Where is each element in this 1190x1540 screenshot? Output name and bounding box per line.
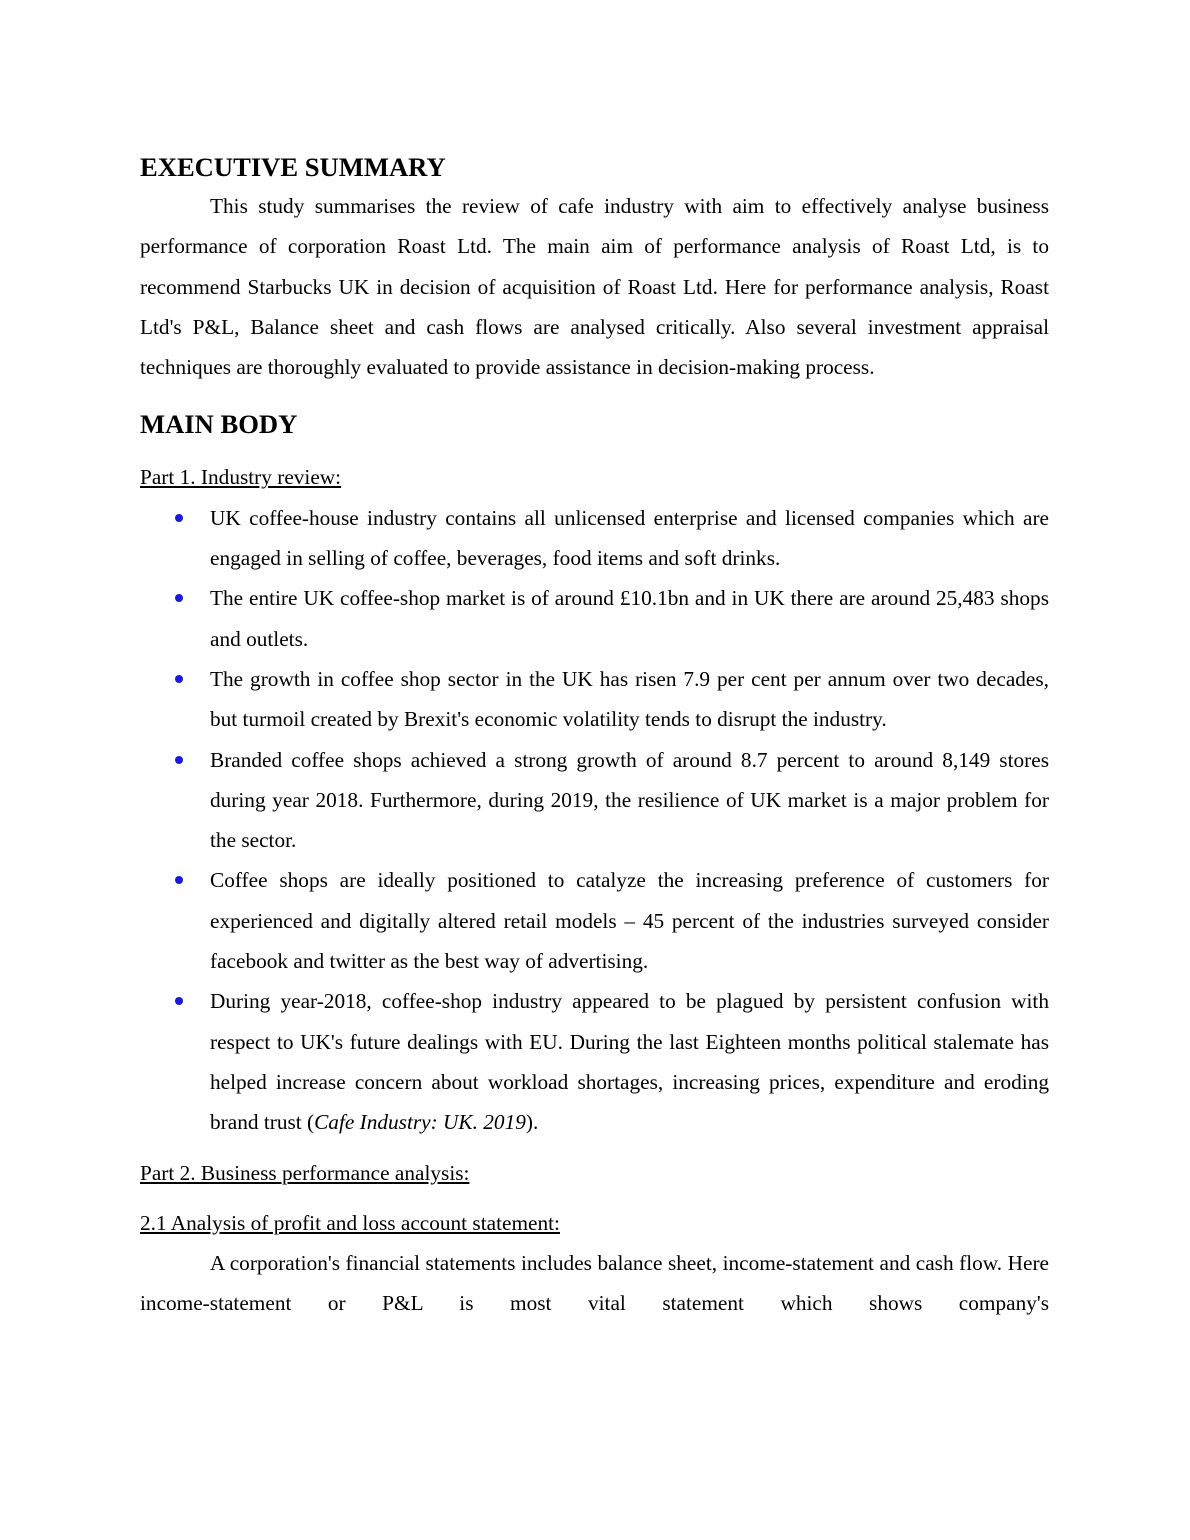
list-item: The growth in coffee shop sector in the UK has risen 7.9 per cent per annum over two decades, but turmoil created by Brexit's economic volatility tends to disrupt the industry. xyxy=(140,659,1049,740)
part2-title: Part 2. Business performance analysis: xyxy=(140,1160,470,1185)
bullet-icon xyxy=(175,514,183,522)
list-item: During year-2018, coffee-shop industry appeared to be plagued by persistent confusion with respect to UK's future dealings with EU. During the last Eighteen months political stalemate has helped increase concern about workload shortages, increasing prices, expenditure and eroding brand trust (Cafe Industry: UK. 2019). xyxy=(140,981,1049,1142)
list-item: Coffee shops are ideally positioned to catalyze the increasing preference of customers for experienced and digitally altered retail models – 45 percent of the industries surveyed consider facebook and twitter as the best way of advertising. xyxy=(140,860,1049,981)
citation: Cafe Industry: UK. 2019 xyxy=(314,1110,526,1135)
bullet-icon xyxy=(175,594,183,602)
main-body-heading: MAIN BODY xyxy=(140,409,298,440)
list-item: The entire UK coffee-shop market is of around £10.1bn and in UK there are around 25,483 shops and outlets. xyxy=(140,578,1049,659)
part1-title: Part 1. Industry review: xyxy=(140,465,342,490)
bullet-icon xyxy=(175,876,183,884)
industry-review-list xyxy=(140,498,1049,1143)
executive-summary-heading: EXECUTIVE SUMMARY xyxy=(140,152,446,182)
bullet-icon xyxy=(175,675,183,683)
list-item: Branded coffee shops achieved a strong growth of around 8.7 percent to around 8,149 stores during year 2018. Furthermore, during 2019, the resilience of UK market is a major problem for the sector. xyxy=(140,740,1049,861)
document-page xyxy=(140,148,1049,1324)
executive-summary-paragraph: This study summarises the review of cafe industry with aim to effectively analyse business performance of corporation Roast Ltd. The main aim of performance analysis of Roast Ltd, is to recommend Starbucks UK in decision of acquisition of Roast Ltd. Here for performance analysis, Roast Ltd's P&L, Balance sheet and cash flows are analysed critically. Also several investment appraisal techniques are thoroughly evaluated to provide assistance in decision-making process. xyxy=(140,194,1049,380)
section-2-1-title: 2.1 Analysis of profit and loss account statement: xyxy=(140,1210,560,1235)
bullet-icon xyxy=(175,756,183,764)
bullet-icon xyxy=(175,997,183,1005)
list-item: UK coffee-house industry contains all unlicensed enterprise and licensed companies which are engaged in selling of coffee, beverages, food items and soft drinks. xyxy=(140,498,1049,579)
section-2-1-paragraph: A corporation's financial statements includes balance sheet, income-statement and cash flow. Here income-statement or P&L is most vital statement which shows company's xyxy=(140,1251,1049,1316)
